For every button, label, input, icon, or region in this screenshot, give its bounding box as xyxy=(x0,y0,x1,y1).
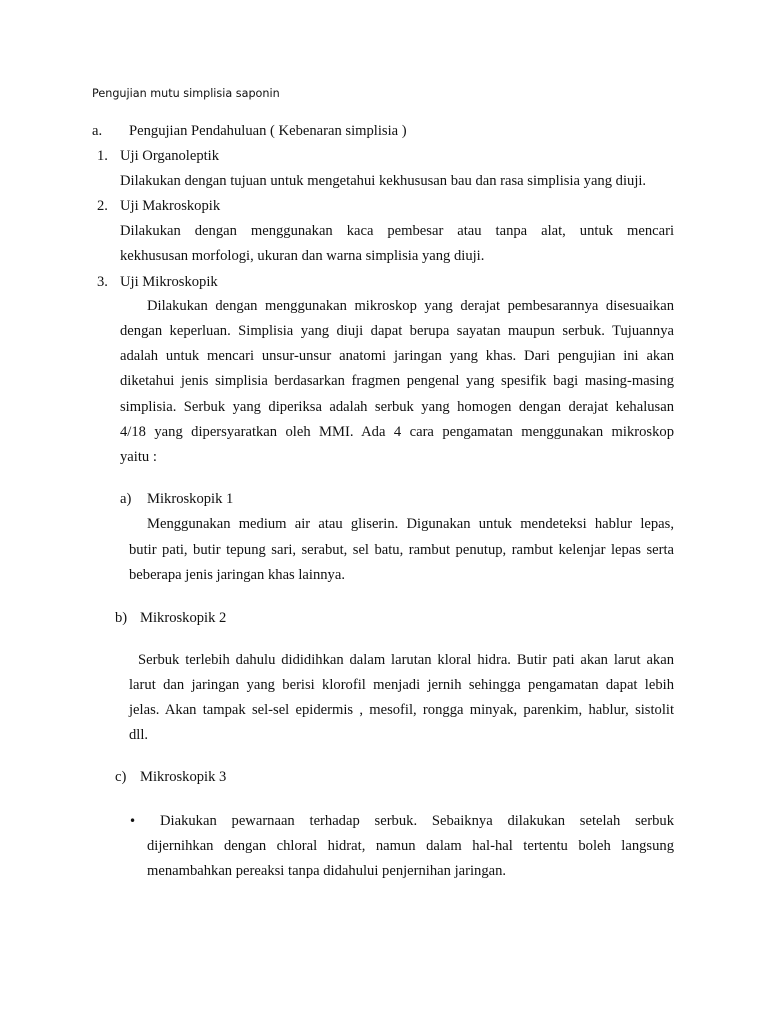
sub-a-heading: Mikroskopik 1 xyxy=(147,491,234,507)
sub-b-line: dll. xyxy=(129,727,149,743)
item-3-line: dengan keperluan. Simplisia yang diuji dapat berupa sayatan maupun serbuk. Tujuannya xyxy=(120,323,674,339)
document-title: Pengujian mutu simplisia saponin xyxy=(92,87,280,100)
sub-b-line: larut dan jaringan yang berisi klorofil menjadi jernih sehingga pengamatan dapat lebih xyxy=(129,677,674,693)
item-3-marker: 3. xyxy=(97,274,108,290)
item-3-line: adalah untuk mencari unsur-unsur anatomi jaringan yang khas. Dari pengujian ini akan xyxy=(120,348,674,364)
sub-a-line: Menggunakan medium air atau gliserin. Digunakan untuk mendeteksi hablur lepas, xyxy=(147,516,674,532)
sub-a-line: butir pati, butir tepung sari, serabut, sel batu, rambut penutup, rambut kelenjar lepas serta xyxy=(129,542,674,558)
item-1-line: Dilakukan dengan tujuan untuk mengetahui kekhususan bau dan rasa simplisia yang diuji. xyxy=(120,173,647,189)
item-2-heading: Uji Makroskopik xyxy=(120,198,221,214)
section-a-heading: Pengujian Pendahuluan ( Kebenaran simplisia ) xyxy=(129,123,407,139)
sub-c-heading: Mikroskopik 3 xyxy=(140,769,227,785)
sub-c-marker: c) xyxy=(115,769,127,785)
section-a-marker: a. xyxy=(92,123,103,139)
item-1-marker: 1. xyxy=(97,148,108,164)
sub-c-line: dijernihkan dengan chloral hidrat, namun dalam hal-hal tertentu boleh langsung xyxy=(147,838,674,854)
sub-b-marker: b) xyxy=(115,610,128,626)
item-2-line: kekhususan morfologi, ukuran dan warna simplisia yang diuji. xyxy=(120,248,485,264)
sub-b-heading: Mikroskopik 2 xyxy=(140,610,227,626)
sub-b-line: jelas. Akan tampak sel-sel epidermis , mesofil, rongga minyak, parenkim, hablur, sistolit xyxy=(129,702,674,718)
bullet-icon: • xyxy=(129,814,137,828)
sub-a-marker: a) xyxy=(120,491,132,507)
item-3-line: 4/18 yang dipersyaratkan oleh MMI. Ada 4 cara pengamatan menggunakan mikroskop xyxy=(120,424,674,440)
sub-b-line: Serbuk terlebih dahulu dididihkan dalam larutan kloral hidra. Butir pati akan larut akan xyxy=(138,652,674,668)
item-3-line: yaitu : xyxy=(120,449,157,465)
item-3-line: Dilakukan dengan menggunakan mikroskop yang derajat pembesarannya disesuaikan xyxy=(147,298,674,314)
item-3-line: diketahui jenis simplisia berdasarkan fragmen pengenal yang spesifik bagi masing-masing xyxy=(120,373,674,389)
item-2-marker: 2. xyxy=(97,198,108,214)
sub-c-line: menambahkan pereaksi tanpa didahului penjernihan jaringan. xyxy=(147,863,507,879)
sub-c-line: Diakukan pewarnaan terhadap serbuk. Sebaiknya dilakukan setelah serbuk xyxy=(160,813,674,829)
item-1-heading: Uji Organoleptik xyxy=(120,148,220,164)
item-3-heading: Uji Mikroskopik xyxy=(120,274,218,290)
item-3-line: simplisia. Serbuk yang diperiksa adalah serbuk yang homogen dengan derajat kehalusan xyxy=(120,399,674,415)
item-2-line: Dilakukan dengan menggunakan kaca pembesar atau tanpa alat, untuk mencari xyxy=(120,223,674,239)
sub-a-line: beberapa jenis jaringan khas lainnya. xyxy=(129,567,345,583)
